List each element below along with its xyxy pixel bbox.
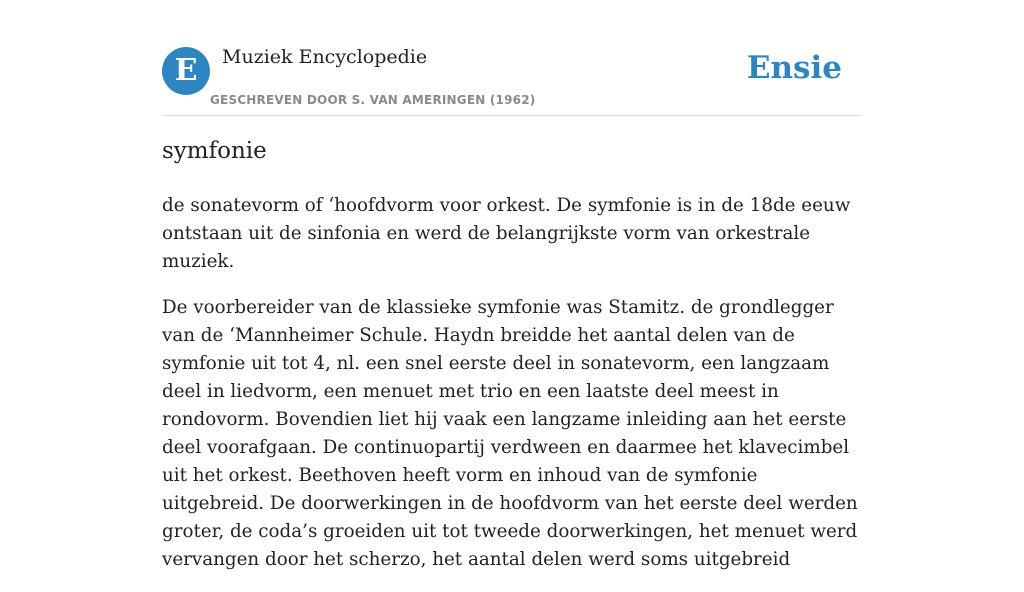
- encyclopedia-title-link[interactable]: Muziek Encyclopedie: [222, 46, 428, 68]
- author-line: GESCHREVEN DOOR S. VAN AMERINGEN (1962): [210, 93, 536, 107]
- article-paragraph: de sonatevorm of ‘hoofdvorm voor orkest. De symfonie is in de 18de eeuw ontstaan uit de sinfonia en werd de belangrijkste vorm van orkestrale muziek.: [162, 195, 851, 272]
- article-body: [162, 192, 862, 592]
- page-title: symfonie: [162, 138, 267, 164]
- article-paragraph: De voorbereider van de klassieke symfonie was Stamitz. de grondlegger van de ‘Mannheimer Schule. Haydn breidde het aantal delen van de symfonie uit tot 4, nl. een snel eerste deel in sonatevorm, een langzaam deel in liedvorm, een menuet met trio en een laatste deel meest in rondovorm. Bovendien liet hij vaak een langzame inleiding aan het eerste deel voorafgaan. De continuopartij verdween en daarmee het klavecimbel uit het orkest. Beethoven heeft vorm en inhoud van de symfonie uitgebreid. De doorwerkingen in de hoofdvorm van het eerste deel werden groter, de coda’s groeiden uit tot tweede doorwerkingen, het menuet werd vervangen door het scherzo, het aantal delen werd soms uitgebreid: [162, 297, 858, 570]
- brand-logo-link[interactable]: Ensie: [746, 50, 842, 86]
- page: [162, 0, 862, 570]
- header: [162, 0, 862, 116]
- encyclopedia-logo-icon[interactable]: E: [162, 47, 210, 95]
